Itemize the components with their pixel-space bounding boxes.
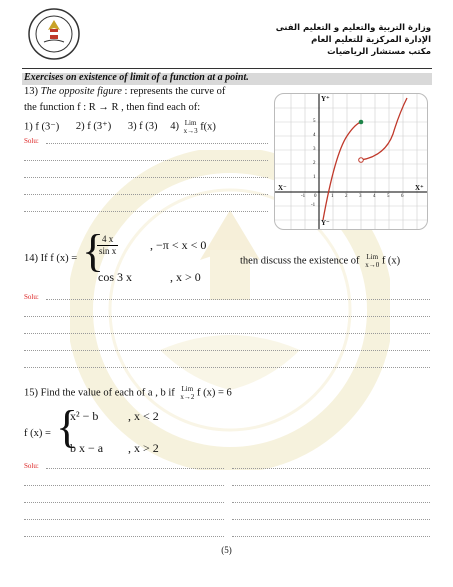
q14-solu-label: Solu:	[24, 293, 39, 301]
x-tick: 4	[373, 194, 376, 199]
q15-piece1: x² − b	[70, 409, 99, 423]
q14-prefix: 14) If f (x) =	[24, 253, 78, 264]
q14-lim-top: Lim	[366, 253, 379, 261]
graph-y-label: Y⁺	[321, 95, 330, 103]
answer-line[interactable]	[232, 536, 430, 537]
q13-lim-top: Lim	[184, 119, 197, 127]
q13-item-3: 3) f (3)	[127, 121, 158, 133]
q13-item-2: 2) f (3⁺)	[75, 121, 112, 133]
q13-limit	[184, 119, 198, 135]
ministry-header	[276, 22, 431, 58]
answer-line[interactable]	[46, 143, 268, 144]
q13-item-1: 1) f (3⁻)	[24, 121, 60, 133]
q14-fraction	[97, 234, 118, 257]
answer-line[interactable]	[24, 194, 268, 195]
answer-line[interactable]	[24, 536, 224, 537]
x-tick: 1	[331, 194, 334, 199]
q13-number: 13)	[24, 86, 38, 97]
q13-line2: the function f : R → R , then find each of:	[24, 102, 201, 113]
section-title: Exercises on existence of limit of a function at a point.	[24, 72, 249, 83]
q14-lim-fx: f (x)	[381, 255, 401, 267]
answer-line[interactable]	[24, 367, 430, 368]
q13-italic: The opposite figure	[40, 86, 122, 97]
answer-line[interactable]	[232, 468, 430, 469]
q14-suffix-text: then discuss the existence of	[240, 255, 360, 267]
q13-lim-bottom: x→3	[183, 127, 198, 135]
q13-lim-fx: f(x)	[200, 121, 216, 133]
y-tick: 3	[313, 147, 316, 152]
q15-text: 15) Find the value of each of a , b if	[24, 387, 175, 399]
answer-line[interactable]	[24, 160, 268, 161]
answer-line[interactable]	[24, 350, 430, 351]
answer-line[interactable]	[232, 502, 430, 503]
function-graph	[274, 93, 428, 230]
graph-x-label: X⁺	[415, 184, 424, 192]
page-number: (5)	[221, 545, 232, 555]
y-tick: 4	[313, 133, 316, 138]
q15-lim-top: Lim	[181, 385, 194, 393]
ministry-seal-icon	[28, 8, 80, 60]
q14-lim-bottom: x→0	[365, 261, 380, 269]
q15-lim-rest: f (x) = 6	[197, 387, 232, 399]
q15-line	[24, 385, 232, 401]
answer-line[interactable]	[46, 299, 430, 300]
answer-line[interactable]	[24, 502, 224, 503]
ministry-line-3: مكتب مستشار الرياضيات	[327, 47, 431, 57]
answer-line[interactable]	[24, 211, 268, 212]
y-tick: 5	[313, 119, 316, 124]
q15-solu-label: Solu:	[24, 462, 39, 470]
graph-x-neg-label: X⁻	[278, 184, 287, 192]
x-tick: 0	[314, 194, 317, 199]
q15-piece2: b x − a	[70, 441, 104, 455]
q15-brace: {	[56, 401, 79, 452]
q14-frac-num: 4 x	[102, 234, 114, 244]
x-tick: 3	[359, 194, 362, 199]
q14-cond2: , x > 0	[170, 270, 201, 284]
y-tick: 2	[313, 161, 316, 166]
q15-cond2: , x > 2	[128, 441, 159, 455]
answer-line[interactable]	[232, 519, 430, 520]
answer-line[interactable]	[232, 485, 430, 486]
graph-y-neg-label: Y⁻	[321, 219, 330, 227]
q13-solu-label: Solu:	[24, 137, 39, 145]
q13-line1-rest: : represents the curve of	[124, 86, 226, 97]
q13-item-4: 4)	[170, 121, 179, 133]
q15-cond1: , x < 2	[128, 409, 159, 423]
y-tick: 1	[313, 175, 316, 180]
answer-line[interactable]	[24, 316, 430, 317]
ministry-line-2: الإدارة المركزية للتعليم العام	[311, 35, 431, 45]
q13-items	[24, 119, 216, 135]
x-tick: 6	[401, 194, 404, 199]
q14-brace: {	[82, 225, 105, 276]
y-tick: -1	[311, 203, 316, 208]
q14-suffix	[240, 253, 400, 269]
q15-limit	[180, 385, 194, 401]
x-tick: -1	[301, 194, 306, 199]
ministry-line-1: وزارة التربية والتعليم و التعليم الفنى	[275, 23, 431, 33]
answer-line[interactable]	[24, 519, 224, 520]
q13-line1	[24, 86, 225, 97]
answer-line[interactable]	[24, 333, 430, 334]
header-divider	[22, 68, 432, 69]
q14-limit	[365, 253, 379, 269]
answer-line[interactable]	[24, 177, 268, 178]
answer-line[interactable]	[46, 468, 224, 469]
x-tick: 2	[345, 194, 348, 199]
q14-cond1: , −π < x < 0	[150, 238, 207, 252]
x-tick: 5	[387, 194, 390, 199]
q14-piece2: cos 3 x	[98, 270, 132, 284]
answer-line[interactable]	[24, 485, 224, 486]
q14-frac-den: sin x	[99, 246, 117, 256]
q15-fx: f (x) =	[24, 428, 51, 439]
q15-lim-bottom: x→2	[180, 393, 195, 401]
